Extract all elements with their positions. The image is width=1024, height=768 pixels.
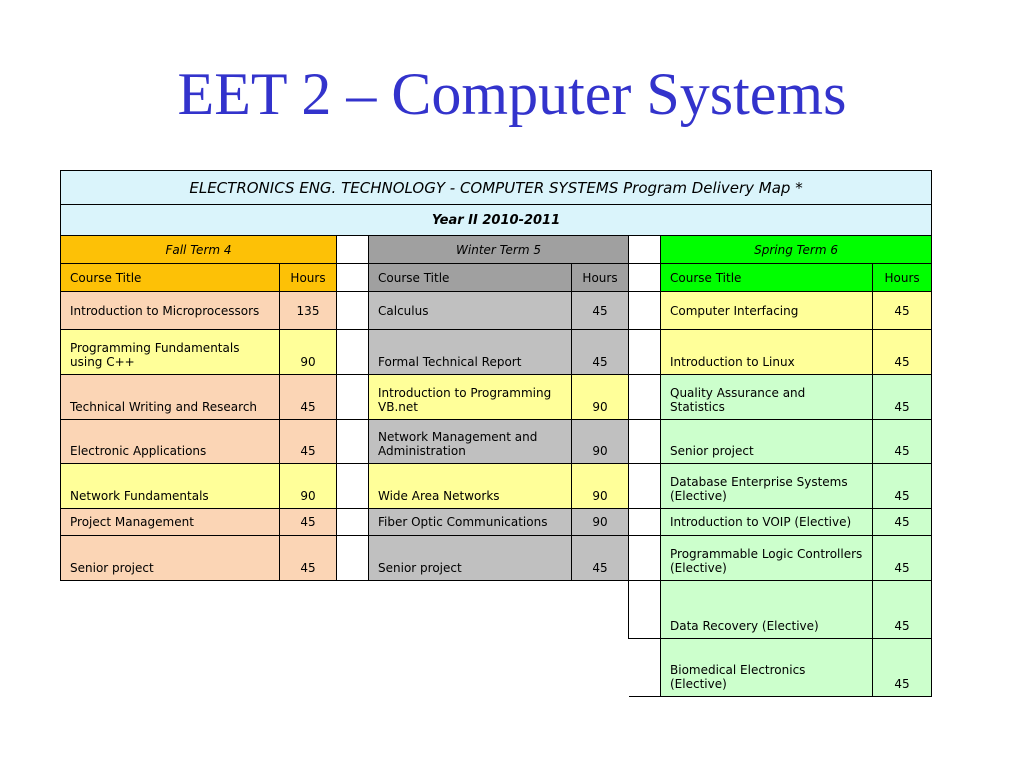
winter-hours: 90 <box>572 420 629 464</box>
winter-course-title-header: Course Title <box>369 264 572 292</box>
fall-course-title-header: Course Title <box>61 264 280 292</box>
spring-course: Biomedical Electronics (Elective) <box>661 639 873 697</box>
fall-hours: 45 <box>280 420 337 464</box>
winter-course: Wide Area Networks <box>369 464 572 509</box>
program-delivery-map-table <box>60 170 932 697</box>
spacer <box>629 236 661 264</box>
spring-hours: 45 <box>873 581 932 639</box>
table-row <box>61 639 932 697</box>
spring-hours: 45 <box>873 420 932 464</box>
fall-course: Senior project <box>61 536 280 581</box>
page-title: EET 2 – Computer Systems <box>177 61 847 127</box>
winter-hours: 90 <box>572 509 629 536</box>
table-row <box>61 420 932 464</box>
winter-course: Senior project <box>369 536 572 581</box>
fall-hours: 45 <box>280 509 337 536</box>
winter-hours-header: Hours <box>572 264 629 292</box>
table-row <box>61 581 932 639</box>
spring-hours: 45 <box>873 292 932 330</box>
spring-course: Data Recovery (Elective) <box>661 581 873 639</box>
winter-course: Fiber Optic Communications <box>369 509 572 536</box>
spring-course: Introduction to VOIP (Elective) <box>661 509 873 536</box>
fall-term-header: Fall Term 4 <box>61 236 337 264</box>
fall-hours: 45 <box>280 375 337 420</box>
winter-term-header: Winter Term 5 <box>369 236 629 264</box>
table-row <box>61 464 932 509</box>
spring-course: Database Enterprise Systems (Elective) <box>661 464 873 509</box>
winter-hours: 45 <box>572 292 629 330</box>
spacer <box>629 264 661 292</box>
spring-hours: 45 <box>873 375 932 420</box>
spring-course: Computer Interfacing <box>661 292 873 330</box>
spring-hours-header: Hours <box>873 264 932 292</box>
spring-hours: 45 <box>873 509 932 536</box>
spring-hours: 45 <box>873 536 932 581</box>
winter-course: Calculus <box>369 292 572 330</box>
spring-course: Programmable Logic Controllers (Elective) <box>661 536 873 581</box>
spring-course-title-header: Course Title <box>661 264 873 292</box>
spring-hours: 45 <box>873 464 932 509</box>
table-row <box>61 292 932 330</box>
fall-hours: 90 <box>280 330 337 375</box>
spring-course: Introduction to Linux <box>661 330 873 375</box>
winter-course: Network Management and Administration <box>369 420 572 464</box>
spring-term-header: Spring Term 6 <box>661 236 932 264</box>
spring-course: Quality Assurance and Statistics <box>661 375 873 420</box>
winter-hours: 90 <box>572 375 629 420</box>
fall-hours: 45 <box>280 536 337 581</box>
table-row <box>61 375 932 420</box>
fall-course: Network Fundamentals <box>61 464 280 509</box>
table-heading: ELECTRONICS ENG. TECHNOLOGY - COMPUTER SYSTEMS Program Delivery Map * <box>61 171 932 205</box>
fall-hours: 135 <box>280 292 337 330</box>
table-row <box>61 330 932 375</box>
table-row <box>61 509 932 536</box>
spring-course: Senior project <box>661 420 873 464</box>
fall-course: Technical Writing and Research <box>61 375 280 420</box>
fall-course: Introduction to Microprocessors <box>61 292 280 330</box>
winter-hours: 90 <box>572 464 629 509</box>
spring-hours: 45 <box>873 639 932 697</box>
winter-hours: 45 <box>572 330 629 375</box>
fall-hours: 90 <box>280 464 337 509</box>
fall-hours-header: Hours <box>280 264 337 292</box>
winter-hours: 45 <box>572 536 629 581</box>
fall-course: Programming Fundamentals using C++ <box>61 330 280 375</box>
fall-course: Electronic Applications <box>61 420 280 464</box>
winter-course: Introduction to Programming VB.net <box>369 375 572 420</box>
fall-course: Project Management <box>61 509 280 536</box>
table-row <box>61 536 932 581</box>
year-heading: Year II 2010-2011 <box>61 205 932 236</box>
winter-course: Formal Technical Report <box>369 330 572 375</box>
spacer <box>337 264 369 292</box>
spring-hours: 45 <box>873 330 932 375</box>
spacer <box>337 236 369 264</box>
